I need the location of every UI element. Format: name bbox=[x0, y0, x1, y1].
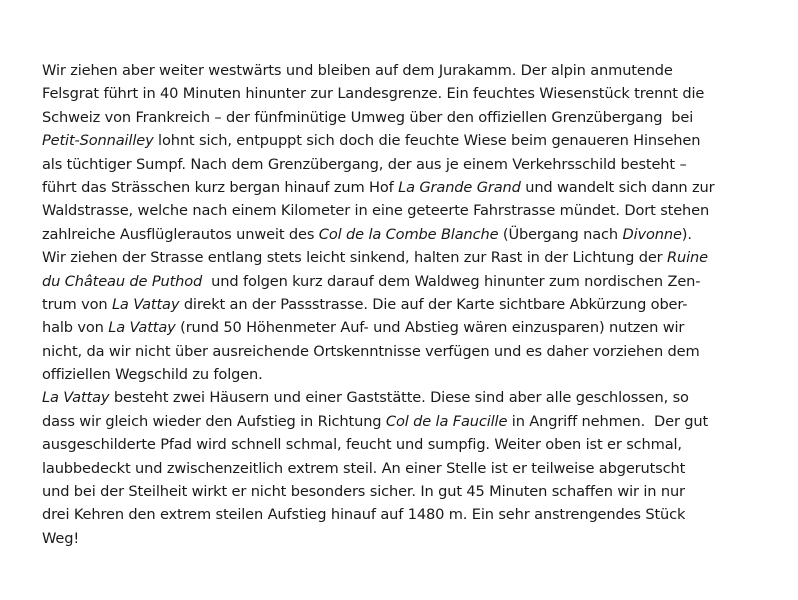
text-segment: nicht, da wir nicht über ausreichende Ortskenntnisse verfügen und es daher vorziehen dem bbox=[42, 342, 700, 360]
place-name: Divonne bbox=[622, 225, 682, 243]
text-segment: laubbedeckt und zwischenzeitlich extrem steil. An einer Stelle ist er teilweise abgerutscht bbox=[42, 459, 686, 477]
text-segment: besteht zwei Häusern und einer Gaststätte. Diese sind aber alle geschlossen, so bbox=[109, 389, 689, 407]
text-segment: Wir ziehen der Strasse entlang stets leicht sinkend, halten zur Rast in der Lichtung der bbox=[42, 249, 667, 267]
place-name: La Grande Grand bbox=[398, 178, 521, 196]
text-segment: (Übergang nach bbox=[498, 225, 623, 243]
text-line bbox=[42, 457, 792, 480]
text-segment: ). bbox=[681, 225, 692, 243]
place-name: du Château de Puthod bbox=[42, 272, 203, 290]
text-line bbox=[42, 223, 792, 246]
text-line bbox=[42, 340, 792, 363]
text-segment: führt das Strässchen kurz bergan hinauf zum Hof bbox=[42, 178, 399, 196]
place-name: Col de la Combe Blanche bbox=[318, 225, 499, 243]
place-name: La Vattay bbox=[111, 295, 180, 313]
text-line bbox=[42, 316, 792, 339]
text-line bbox=[42, 59, 792, 82]
text-line bbox=[42, 176, 792, 199]
text-line bbox=[42, 246, 792, 269]
text-segment: trum von bbox=[42, 295, 112, 313]
text-segment: und bei der Steilheit wirkt er nicht besonders sicher. In gut 45 Minuten schaffen wir in nur bbox=[42, 483, 685, 501]
text-line bbox=[42, 480, 792, 503]
text-segment: und folgen kurz darauf dem Waldweg hinunter zum nordischen Zen- bbox=[202, 272, 701, 290]
text-line bbox=[42, 433, 792, 456]
text-line bbox=[42, 270, 792, 293]
text-line bbox=[42, 386, 792, 409]
place-name: La Vattay bbox=[108, 319, 176, 337]
place-name: La Vattay bbox=[42, 389, 110, 407]
text-segment: offiziellen Wegschild zu folgen. bbox=[42, 366, 263, 384]
text-segment: zahlreiche Ausflüglerautos unweit des bbox=[42, 225, 319, 243]
text-line bbox=[42, 363, 792, 386]
text-segment: (rund 50 Höhenmeter Auf- und Abstieg wären einzusparen) nutzen wir bbox=[175, 319, 685, 337]
text-segment: ausgeschilderte Pfad wird schnell schmal, feucht und sumpfig. Weiter oben ist er schmal, bbox=[42, 436, 682, 454]
text-line bbox=[42, 153, 792, 176]
text-line bbox=[42, 106, 792, 129]
text-segment: direkt an der Passstrasse. Die auf der Karte sichtbare Abkürzung ober- bbox=[179, 295, 688, 313]
text-segment: dass wir gleich wieder den Aufstieg in Richtung bbox=[42, 412, 386, 430]
text-line bbox=[42, 199, 792, 222]
text-segment: Waldstrasse, welche nach einem Kilometer in eine geteerte Fahrstrasse mündet. Dort stehen bbox=[42, 202, 710, 220]
text-line bbox=[42, 527, 792, 550]
text-segment: Weg! bbox=[42, 529, 80, 547]
text-line bbox=[42, 82, 792, 105]
text-segment: als tüchtiger Sumpf. Nach dem Grenzübergang, der aus je einem Verkehrsschild besteht – bbox=[42, 155, 687, 173]
text-line bbox=[42, 129, 792, 152]
text-segment: halb von bbox=[42, 319, 109, 337]
text-segment: in Angriff nehmen. Der gut bbox=[507, 412, 709, 430]
place-name: Petit-Sonnailley bbox=[42, 132, 154, 150]
text-segment: und wandelt sich dann zur bbox=[520, 178, 715, 196]
text-segment: drei Kehren den extrem steilen Aufstieg hinauf auf 1480 m. Ein sehr anstrengendes Stück bbox=[42, 506, 686, 524]
text-line bbox=[42, 410, 792, 433]
place-name: Ruine bbox=[667, 249, 708, 267]
text-segment: Schweiz von Frankreich – der fünfminütige Umweg über den offiziellen Grenzübergang bei bbox=[42, 108, 694, 126]
text-line bbox=[42, 293, 792, 316]
text-segment: Felsgrat führt in 40 Minuten hinunter zur Landesgrenze. Ein feuchtes Wiesenstück trennt die bbox=[42, 85, 705, 103]
text-segment: Wir ziehen aber weiter westwärts und bleiben auf dem Jurakamm. Der alpin anmutende bbox=[42, 62, 673, 79]
text-line bbox=[42, 503, 792, 526]
place-name: Col de la Faucille bbox=[385, 412, 508, 430]
text-body bbox=[42, 59, 792, 550]
text-segment: lohnt sich, entpuppt sich doch die feuchte Wiese beim genaueren Hinsehen bbox=[153, 132, 701, 150]
